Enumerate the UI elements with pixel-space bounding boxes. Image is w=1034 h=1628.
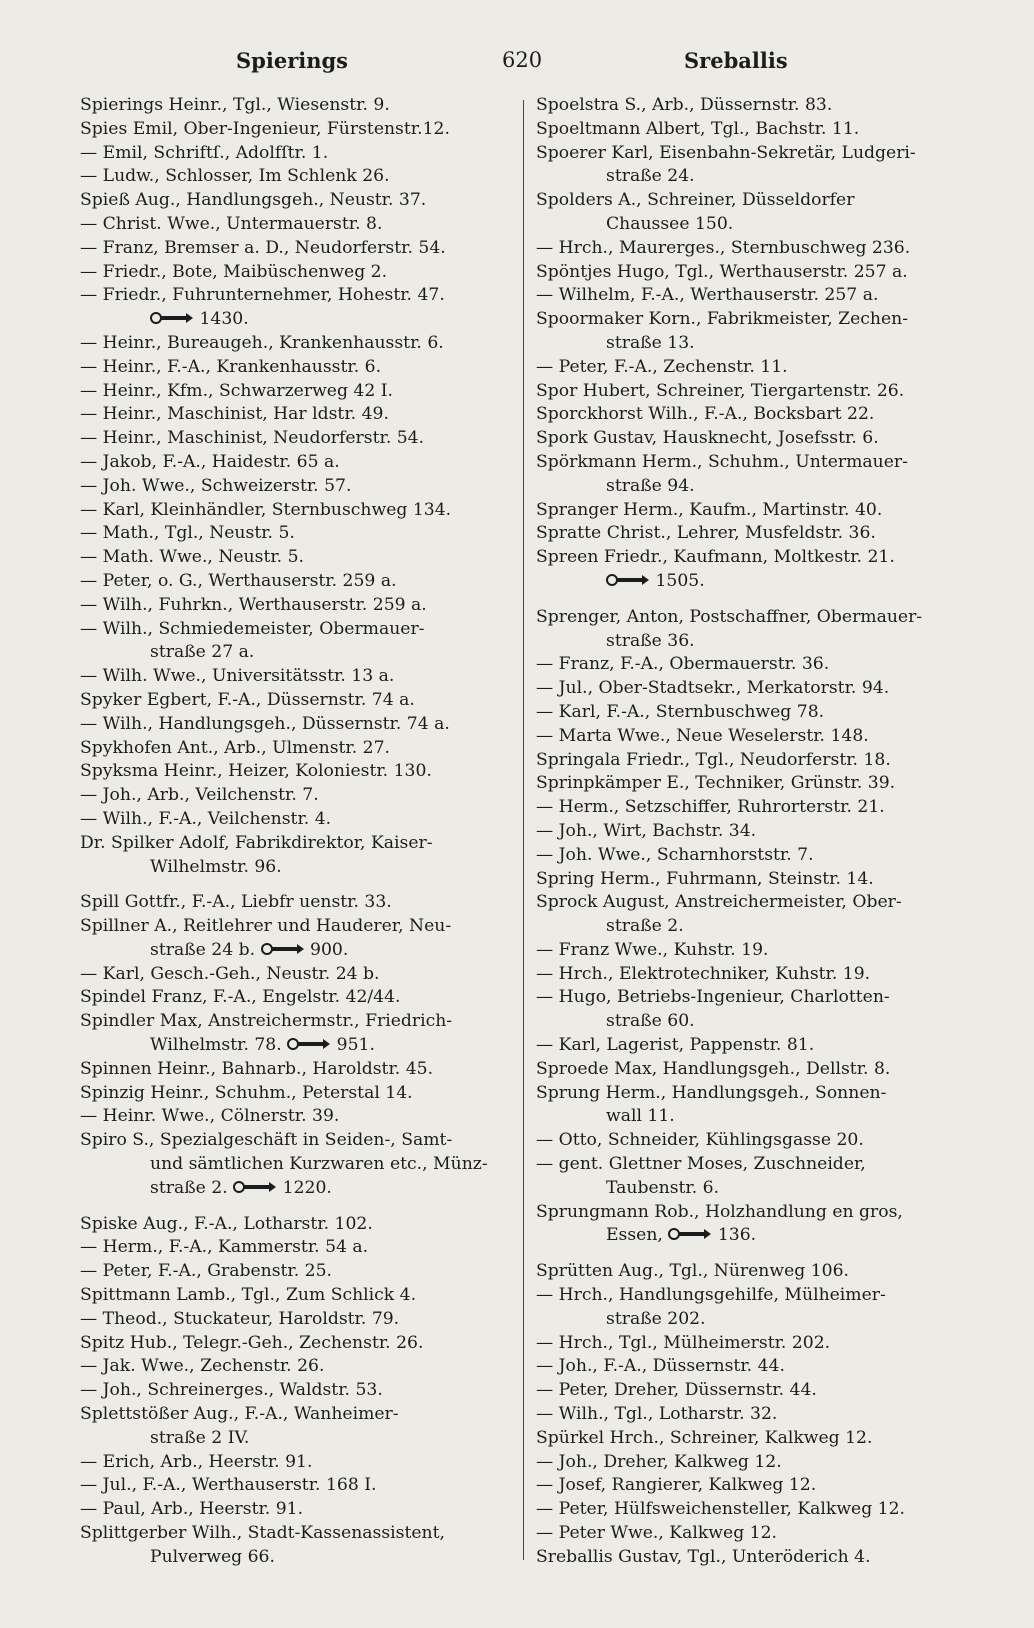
directory-entry — [80, 1308, 510, 1332]
entry-text: — Wilh., F.-A., Veilchenstr. 4. — [80, 808, 332, 829]
entry-text: Spratte Christ., Lehrer, Musfeldstr. 36. — [536, 523, 876, 544]
entry-text: Spyksma Heinr., Heizer, Koloniestr. 130. — [80, 761, 432, 782]
entry-text: 1430. — [199, 309, 249, 330]
entry-text: — Friedr., Bote, Maibüschenweg 2. — [80, 261, 388, 282]
entry-text: Springala Friedr., Tgl., Neudorferstr. 18. — [536, 749, 891, 770]
entry-text: Spindler Max, Anstreichermstr., Friedrich- — [80, 1011, 453, 1032]
directory-entry — [80, 1034, 510, 1058]
directory-entry — [80, 403, 510, 427]
entry-text: — Joh. Wwe., Schweizerstr. 57. — [80, 475, 352, 496]
directory-entry — [536, 356, 972, 380]
directory-entry — [80, 618, 510, 642]
entry-text: — Josef, Rangierer, Kalkweg 12. — [536, 1475, 817, 1496]
directory-entry — [536, 94, 972, 118]
entry-text: Spillner A., Reitlehrer und Hauderer, Neu- — [80, 916, 452, 937]
entry-text: — Heinr., Maschinist, Neudorferstr. 54. — [80, 428, 425, 449]
entry-text: Spring Herm., Fuhrmann, Steinstr. 14. — [536, 868, 874, 889]
entry-text: — Wilh., Fuhrkn., Werthauserstr. 259 a. — [80, 594, 427, 615]
directory-entry — [80, 737, 510, 761]
entry-text: — Wilhelm, F.-A., Werthauserstr. 257 a. — [536, 285, 879, 306]
telephone-icon — [668, 1227, 712, 1241]
directory-entry — [80, 499, 510, 523]
directory-entry — [536, 237, 972, 261]
directory-entry — [536, 1522, 972, 1546]
directory-entry — [80, 356, 510, 380]
entry-text: — Wilh. Wwe., Universitätsstr. 13 a. — [80, 666, 395, 687]
entry-text: — Peter, Dreher, Düssernstr. 44. — [536, 1380, 817, 1401]
header-right-term: Sreballis — [684, 48, 788, 73]
directory-entry — [80, 118, 510, 142]
entry-text: Sporckhorst Wilh., F.-A., Bocksbart 22. — [536, 404, 875, 425]
directory-entry — [80, 237, 510, 261]
entry-text: — Peter, F.-A., Grabenstr. 25. — [80, 1261, 333, 1282]
entry-text: — Wilh., Handlungsgeh., Düssernstr. 74 a. — [80, 713, 450, 734]
right-column — [536, 94, 972, 1570]
directory-entry — [80, 832, 510, 856]
entry-text: wall 11. — [606, 1106, 675, 1127]
entry-text: Spinnen Heinr., Bahnarb., Haroldstr. 45. — [80, 1058, 434, 1079]
directory-entry — [80, 1379, 510, 1403]
entry-text: — Joh., Wirt, Bachstr. 34. — [536, 820, 757, 841]
directory-entry — [80, 570, 510, 594]
directory-entry — [536, 380, 972, 404]
entry-text: 1505. — [655, 570, 705, 591]
directory-entry — [536, 844, 972, 868]
directory-entry — [536, 1427, 972, 1451]
directory-entry — [536, 1105, 972, 1129]
directory-entry — [536, 986, 972, 1010]
directory-entry — [80, 1403, 510, 1427]
directory-entry — [536, 1284, 972, 1308]
entry-text: — Heinr. Wwe., Cölnerstr. 39. — [80, 1106, 340, 1127]
directory-entry — [80, 856, 510, 880]
entry-text: — Theod., Stuckateur, Haroldstr. 79. — [80, 1308, 400, 1329]
directory-entry — [536, 963, 972, 987]
telephone-number: 1220. — [277, 1177, 332, 1198]
directory-entry — [536, 1010, 972, 1034]
directory-entry — [80, 427, 510, 451]
entry-text: — Paul, Arb., Heerstr. 91. — [80, 1499, 304, 1520]
directory-entry — [536, 701, 972, 725]
entry-text: Spitz Hub., Telegr.-Geh., Zechenstr. 26. — [80, 1332, 424, 1353]
directory-entry — [80, 808, 510, 832]
entry-text: — gent. Glettner Moses, Zuschneider, — [536, 1154, 866, 1175]
entry-text: straße 27 a. — [150, 642, 255, 663]
entry-text: straße 2. — [606, 916, 684, 937]
entry-text: Sprung Herm., Handlungsgeh., Sonnen- — [536, 1082, 887, 1103]
entry-text: Sprungmann Rob., Holzhandlung en gros, — [536, 1201, 903, 1222]
directory-entry — [80, 1332, 510, 1356]
entry-text: — Karl, Gesch.-Geh., Neustr. 24 b. — [80, 963, 380, 984]
left-column — [80, 94, 510, 1570]
entry-text: — Karl, Lagerist, Pappenstr. 81. — [536, 1035, 815, 1056]
directory-entry — [536, 630, 972, 654]
directory-entry — [80, 1355, 510, 1379]
entry-text: Chaussee 150. — [606, 213, 734, 234]
directory-entry — [80, 1201, 510, 1237]
entry-text: — Marta Wwe., Neue Weselerstr. 148. — [536, 725, 869, 746]
entry-text: — Peter, Hülfsweichensteller, Kalkweg 12. — [536, 1499, 905, 1520]
page-header — [0, 48, 1034, 78]
entry-text: — Franz, Bremser a. D., Neudorferstr. 54. — [80, 237, 446, 258]
directory-entry — [536, 1498, 972, 1522]
telephone-icon — [150, 311, 194, 325]
directory-entry — [536, 1451, 972, 1475]
directory-entry — [80, 594, 510, 618]
directory-entry — [80, 1284, 510, 1308]
entry-text: — Herm., F.-A., Kammerstr. 54 a. — [80, 1237, 369, 1258]
telephone-number: 951. — [331, 1035, 375, 1056]
directory-entry — [536, 939, 972, 963]
directory-entry — [80, 94, 510, 118]
entry-text: Spykhofen Ant., Arb., Ulmenstr. 27. — [80, 737, 391, 758]
entry-text: — Christ. Wwe., Untermauerstr. 8. — [80, 213, 383, 234]
entry-text: — Erich, Arb., Heerstr. 91. — [80, 1451, 313, 1472]
entry-text: Spoelstra S., Arb., Düssernstr. 83. — [536, 95, 833, 115]
entry-text: straße 60. — [606, 1011, 695, 1032]
directory-entry — [536, 653, 972, 677]
entry-text: — Hrch., Maurerges., Sternbuschweg 236. — [536, 237, 911, 258]
directory-entry — [80, 963, 510, 987]
directory-entry — [536, 332, 972, 356]
entry-text: — Wilh., Schmiedemeister, Obermauer- — [80, 618, 425, 639]
directory-entry — [80, 284, 510, 308]
directory-entry — [536, 1034, 972, 1058]
entry-text: — Jakob, F.-A., Haidestr. 65 a. — [80, 451, 340, 472]
entry-text: Spill Gottfr., F.-A., Liebfr uenstr. 33. — [80, 892, 392, 913]
directory-entry — [80, 1498, 510, 1522]
directory-entry — [536, 725, 972, 749]
directory-entry — [536, 1355, 972, 1379]
entry-text: — Hugo, Betriebs-Ingenieur, Charlotten- — [536, 987, 890, 1008]
entry-text: — Joh. Wwe., Scharnhorststr. 7. — [536, 844, 814, 865]
directory-entry — [536, 261, 972, 285]
entry-text: Sproede Max, Handlungsgeh., Dellstr. 8. — [536, 1058, 891, 1079]
entry-text: Spoeltmann Albert, Tgl., Bachstr. 11. — [536, 118, 860, 139]
directory-entry — [80, 189, 510, 213]
directory-entry — [80, 308, 510, 332]
entry-text: — Heinr., Maschinist, Har ldstr. 49. — [80, 404, 389, 425]
directory-entry — [80, 939, 510, 963]
directory-entry — [80, 380, 510, 404]
directory-entry — [536, 677, 972, 701]
directory-entry — [80, 332, 510, 356]
directory-entry — [80, 475, 510, 499]
telephone-icon — [233, 1180, 277, 1194]
entry-text: straße 202. — [606, 1308, 706, 1329]
entry-text: straße 13. — [606, 332, 695, 353]
directory-entry — [80, 451, 510, 475]
entry-text: Spoormaker Korn., Fabrikmeister, Zechen- — [536, 309, 909, 330]
entry-text: — Otto, Schneider, Kühlingsgasse 20. — [536, 1130, 864, 1151]
entry-text: — Jul., Ober-Stadtsekr., Merkatorstr. 94. — [536, 678, 890, 699]
directory-entry — [536, 165, 972, 189]
entry-text: Splittgerber Wilh., Stadt-Kassenassistent, — [80, 1523, 445, 1544]
entry-text: Splettstößer Aug., F.-A., Wanheimer- — [80, 1404, 399, 1425]
entry-text: Spor Hubert, Schreiner, Tiergartenstr. 26. — [536, 380, 905, 401]
entry-text: Dr. Spilker Adolf, Fabrikdirektor, Kaiser- — [80, 832, 433, 853]
directory-entry — [80, 1522, 510, 1546]
entry-text: — Heinr., Kfm., Schwarzerweg 42 I. — [80, 380, 394, 401]
entry-text: — Joh., F.-A., Düssernstr. 44. — [536, 1356, 785, 1377]
entry-text: — Karl, Kleinhändler, Sternbuschweg 134. — [80, 499, 452, 520]
entry-text: — Franz Wwe., Kuhstr. 19. — [536, 939, 769, 960]
directory-entry — [80, 665, 510, 689]
entry-text: Essen, — [606, 1225, 663, 1246]
directory-entry — [536, 915, 972, 939]
directory-entry — [536, 451, 972, 475]
directory-entry — [80, 142, 510, 166]
entry-text: Wilhelmstr. 78. — [150, 1035, 282, 1056]
directory-entry — [80, 1153, 510, 1177]
directory-entry — [536, 1379, 972, 1403]
directory-entry — [80, 1129, 510, 1153]
directory-entry — [80, 641, 510, 665]
entry-text: — Hrch., Elektrotechniker, Kuhstr. 19. — [536, 963, 871, 984]
directory-entry — [80, 261, 510, 285]
entry-text: — Peter, F.-A., Zechenstr. 11. — [536, 356, 788, 377]
directory-entry — [536, 796, 972, 820]
directory-entry — [536, 1403, 972, 1427]
entry-text: straße 2 IV. — [150, 1427, 250, 1448]
directory-entry — [536, 522, 972, 546]
entry-text: Spöntjes Hugo, Tgl., Werthauserstr. 257 a. — [536, 261, 908, 282]
directory-entry — [536, 1177, 972, 1201]
entry-text: — Friedr., Fuhrunternehmer, Hohestr. 47. — [80, 285, 445, 306]
directory-entry — [536, 499, 972, 523]
entry-text: und sämtlichen Kurzwaren etc., Münz- — [150, 1154, 488, 1175]
directory-entry — [80, 1474, 510, 1498]
directory-entry — [536, 1332, 972, 1356]
entry-text: Spindel Franz, F.-A., Engelstr. 42/44. — [80, 987, 401, 1008]
directory-entry — [536, 1224, 972, 1248]
entry-text: Pulverweg 66. — [150, 1546, 275, 1567]
entry-text: — Franz, F.-A., Obermauerstr. 36. — [536, 654, 830, 675]
directory-entry — [536, 1153, 972, 1177]
entry-text: — Heinr., F.-A., Krankenhausstr. 6. — [80, 356, 382, 377]
entry-text: Wilhelmstr. 96. — [150, 856, 282, 877]
entry-text: Taubenstr. 6. — [606, 1177, 720, 1198]
entry-text: straße 94. — [606, 475, 695, 496]
directory-entry — [536, 1129, 972, 1153]
entry-text: Sprinpkämper E., Techniker, Grünstr. 39. — [536, 773, 896, 794]
directory-entry — [80, 689, 510, 713]
directory-entry — [536, 594, 972, 630]
directory-entry — [536, 427, 972, 451]
entry-text: — Hrch., Handlungsgehilfe, Mülheimer- — [536, 1285, 886, 1306]
entry-text: — Jul., F.-A., Werthauserstr. 168 I. — [80, 1475, 377, 1496]
entry-text: — Joh., Schreinerges., Waldstr. 53. — [80, 1380, 383, 1401]
directory-entry — [80, 1105, 510, 1129]
entry-text: — Peter Wwe., Kalkweg 12. — [536, 1523, 777, 1544]
entry-text: Spolders A., Schreiner, Düsseldorfer — [536, 190, 855, 211]
entry-text: Spierings Heinr., Tgl., Wiesenstr. 9. — [80, 95, 390, 115]
entry-text: — Emil, Schriftſ., Adolfſtr. 1. — [80, 142, 329, 163]
entry-text: Spürkel Hrch., Schreiner, Kalkweg 12. — [536, 1427, 873, 1448]
entry-text: Spiro S., Spezialgeschäft in Seiden-, Samt- — [80, 1130, 453, 1151]
telephone-icon — [261, 942, 305, 956]
entry-text: Spieß Aug., Handlungsgeh., Neustr. 37. — [80, 190, 427, 211]
directory-entry — [536, 118, 972, 142]
directory-entry — [80, 986, 510, 1010]
entry-text: straße 24 b. — [150, 939, 256, 960]
entry-text: Spörkmann Herm., Schuhm., Untermauer- — [536, 451, 908, 472]
directory-entry — [80, 1058, 510, 1082]
entry-text: — Math., Tgl., Neustr. 5. — [80, 523, 295, 544]
directory-entry — [80, 546, 510, 570]
directory-entry — [536, 570, 972, 594]
directory-entry — [536, 189, 972, 213]
entry-text: — Ludw., Schlosser, Im Schlenk 26. — [80, 166, 390, 187]
entry-text: Sprock August, Anstreichermeister, Ober- — [536, 892, 902, 913]
directory-entry — [80, 879, 510, 915]
directory-entry — [80, 213, 510, 237]
entry-text: — Wilh., Tgl., Lotharstr. 32. — [536, 1404, 778, 1425]
directory-entry — [536, 213, 972, 237]
directory-entry — [80, 1082, 510, 1106]
directory-entry — [80, 760, 510, 784]
directory-entry — [536, 820, 972, 844]
directory-entry — [536, 772, 972, 796]
entry-text: — Joh., Dreher, Kalkweg 12. — [536, 1451, 782, 1472]
directory-entry — [80, 1260, 510, 1284]
entry-text: straße 2. — [150, 1177, 228, 1198]
directory-entry — [80, 1427, 510, 1451]
directory-entry — [80, 1177, 510, 1201]
entry-text: straße 36. — [606, 630, 695, 651]
directory-entry — [536, 403, 972, 427]
entry-text: straße 24. — [606, 166, 695, 187]
entry-text: — Karl, F.-A., Sternbuschweg 78. — [536, 701, 825, 722]
directory-entry — [536, 475, 972, 499]
entry-text: — Math. Wwe., Neustr. 5. — [80, 547, 304, 568]
entry-text: — Peter, o. G., Werthauserstr. 259 a. — [80, 570, 397, 591]
directory-entry — [536, 284, 972, 308]
directory-entry — [536, 1201, 972, 1225]
directory-entry — [80, 165, 510, 189]
entry-text: — Hrch., Tgl., Mülheimerstr. 202. — [536, 1332, 831, 1353]
entry-text: — Herm., Setzschiffer, Ruhrorterstr. 21. — [536, 797, 885, 818]
entry-text: Spreen Friedr., Kaufmann, Moltkestr. 21. — [536, 547, 895, 568]
directory-entry — [536, 1546, 972, 1570]
entry-text: Sreballis Gustav, Tgl., Unteröderich 4. — [536, 1546, 871, 1567]
directory-entry — [536, 1308, 972, 1332]
directory-entry — [80, 915, 510, 939]
entry-text: Sprenger, Anton, Postschaffner, Obermauer- — [536, 606, 923, 627]
entry-text: Sprütten Aug., Tgl., Nürenweg 106. — [536, 1261, 849, 1282]
telephone-icon — [287, 1037, 331, 1051]
directory-entry — [80, 713, 510, 737]
entry-text: Spiske Aug., F.-A., Lotharstr. 102. — [80, 1213, 373, 1234]
directory-entry — [80, 784, 510, 808]
entry-text: Spies Emil, Ober-Ingenieur, Fürstenstr.12. — [80, 118, 450, 139]
entry-text: Spranger Herm., Kaufm., Martinstr. 40. — [536, 499, 883, 520]
directory-entry — [536, 868, 972, 892]
directory-entry — [80, 1546, 510, 1570]
entry-text: Spoerer Karl, Eisenbahn-Sekretär, Ludgeri- — [536, 142, 916, 163]
entry-text: — Jak. Wwe., Zechenstr. 26. — [80, 1356, 325, 1377]
page-number: 620 — [502, 48, 543, 72]
directory-entry — [536, 1474, 972, 1498]
directory-entry — [80, 1236, 510, 1260]
telephone-icon — [606, 573, 650, 587]
directory-entry — [536, 1248, 972, 1284]
entry-text: — Heinr., Bureaugeh., Krankenhausstr. 6. — [80, 332, 444, 353]
directory-entry — [80, 1451, 510, 1475]
directory-entry — [80, 1010, 510, 1034]
entry-text: Spittmann Lamb., Tgl., Zum Schlick 4. — [80, 1285, 417, 1306]
directory-entry — [536, 1058, 972, 1082]
directory-entry — [80, 522, 510, 546]
directory-entry — [536, 308, 972, 332]
entry-text: Spyker Egbert, F.-A., Düssernstr. 74 a. — [80, 689, 415, 710]
header-left-term: Spierings — [236, 48, 349, 73]
entry-text: — Joh., Arb., Veilchenstr. 7. — [80, 785, 319, 806]
entry-text: Spinzig Heinr., Schuhm., Peterstal 14. — [80, 1082, 413, 1103]
directory-entry — [536, 891, 972, 915]
telephone-number: 900. — [304, 939, 349, 960]
directory-entry — [536, 1082, 972, 1106]
column-divider — [523, 100, 524, 1560]
directory-entry — [536, 749, 972, 773]
directory-entry — [536, 142, 972, 166]
entry-text: Spork Gustav, Hausknecht, Josefsstr. 6. — [536, 428, 879, 449]
directory-entry — [536, 546, 972, 570]
telephone-number: 136. — [712, 1225, 757, 1246]
